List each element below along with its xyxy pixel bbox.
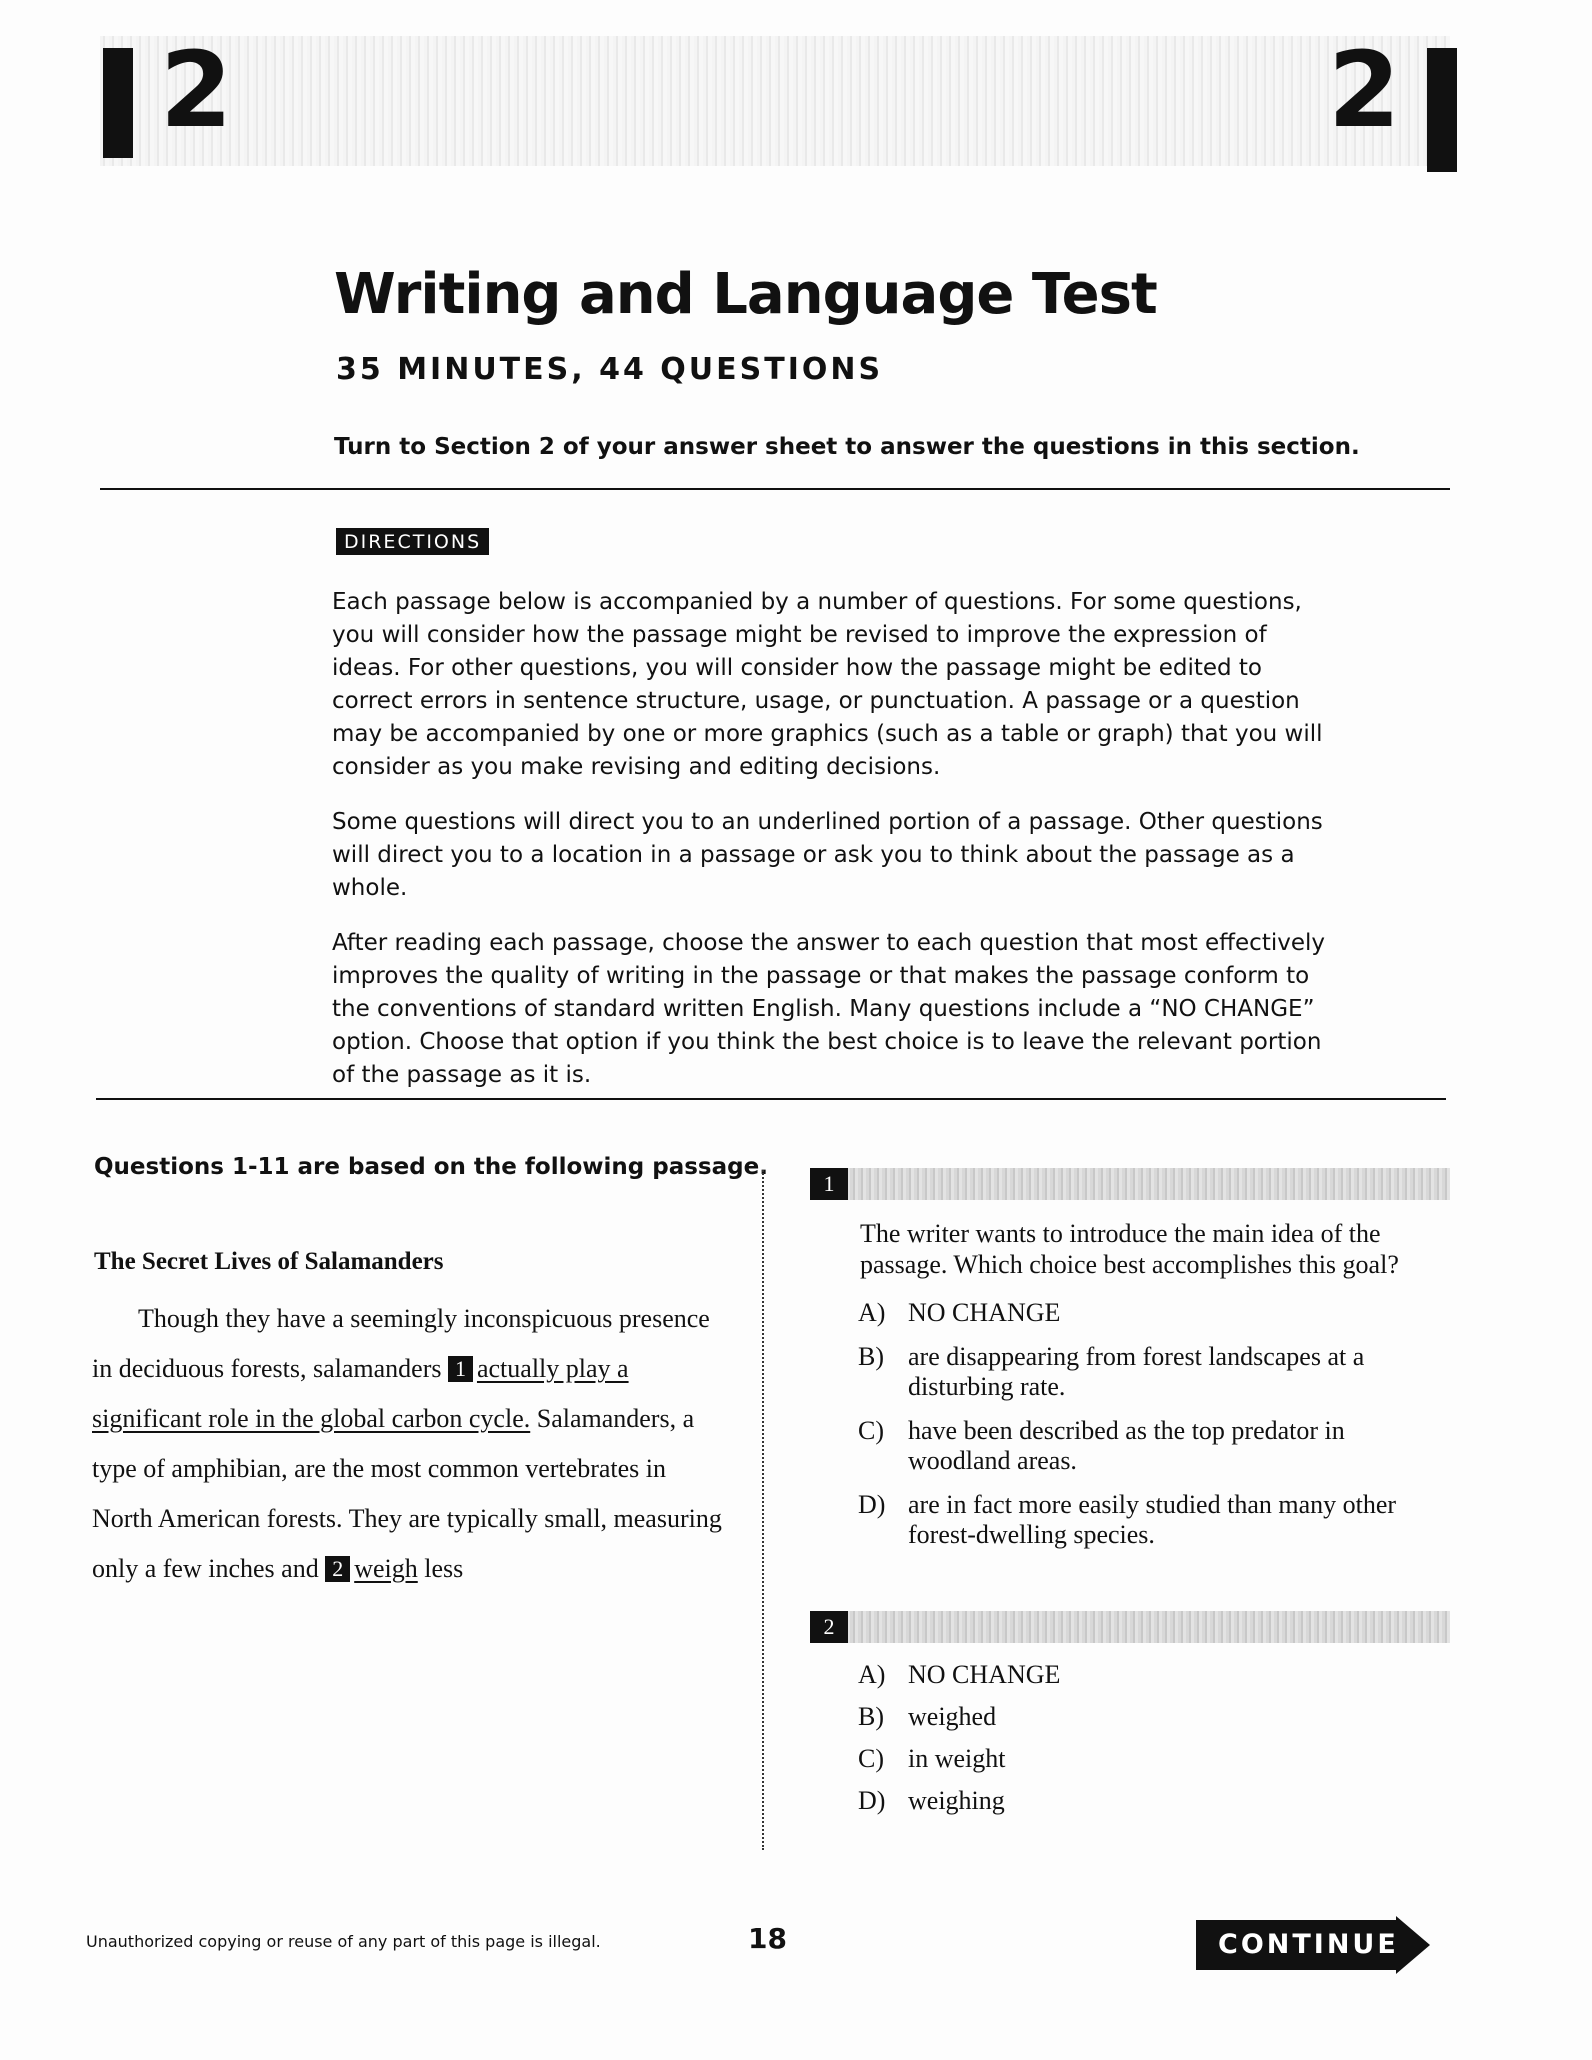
answer-option[interactable] bbox=[858, 1744, 1428, 1774]
question-header-1 bbox=[810, 1168, 1450, 1200]
answer-option[interactable] bbox=[858, 1490, 1428, 1550]
option-letter: A) bbox=[858, 1660, 886, 1689]
option-letter: D) bbox=[858, 1786, 886, 1815]
question-marker-2[interactable]: 2 bbox=[325, 1556, 350, 1582]
answer-option[interactable] bbox=[858, 1660, 1428, 1690]
option-text: in weight bbox=[908, 1744, 1006, 1773]
section-marker-bar-right bbox=[1427, 48, 1457, 172]
option-text: NO CHANGE bbox=[908, 1660, 1061, 1689]
option-text: are disappearing from forest landscapes at a disturbing rate. bbox=[908, 1342, 1365, 1401]
answer-options-2 bbox=[858, 1660, 1428, 1828]
answer-option[interactable] bbox=[858, 1342, 1428, 1402]
continue-button[interactable]: CONTINUE bbox=[1196, 1920, 1396, 1970]
option-letter: C) bbox=[858, 1416, 884, 1445]
section-number-right: 2 bbox=[1328, 29, 1401, 151]
answer-option[interactable] bbox=[858, 1702, 1428, 1732]
divider-top bbox=[100, 488, 1450, 490]
passage-title: The Secret Lives of Salamanders bbox=[94, 1248, 444, 1275]
arrow-right-icon bbox=[1396, 1916, 1430, 1974]
option-letter: B) bbox=[858, 1342, 884, 1371]
page-number: 18 bbox=[748, 1922, 787, 1955]
directions-paragraph: After reading each passage, choose the answer to each question that most effectively improves the quality of writing in the passage or that makes the passage conform to the conventions of standard written English. Many questions include a “NO CHANGE” option. Choose that option if you think the best choice is to leave the relevant portion of the passage as it is. bbox=[332, 930, 1325, 1088]
directions-paragraph: Each passage below is accompanied by a number of questions. For some questions, you will consider how the passage might be revised to improve the expression of ideas. For other questions, you will consider how the passage might be edited to correct errors in sentence structure, usage, or punctuation. A passage or a question may be accompanied by one or more graphics (such as a table or graph) that you will consider as you make revising and editing decisions. bbox=[332, 589, 1323, 780]
answer-option[interactable] bbox=[858, 1416, 1428, 1476]
section-marker-bar-left bbox=[103, 48, 133, 158]
underlined-portion-2[interactable]: weigh bbox=[354, 1554, 418, 1583]
question-marker-1[interactable]: 1 bbox=[448, 1356, 473, 1382]
page-title: Writing and Language Test bbox=[334, 262, 1157, 327]
answer-options-1 bbox=[858, 1298, 1428, 1564]
section-header-band bbox=[100, 29, 1450, 166]
page-subtitle: 35 MINUTES, 44 QUESTIONS bbox=[336, 352, 884, 387]
option-letter: D) bbox=[858, 1490, 886, 1519]
option-letter: B) bbox=[858, 1702, 884, 1731]
answer-option[interactable] bbox=[858, 1298, 1428, 1328]
directions-text bbox=[332, 586, 1342, 1114]
option-letter: A) bbox=[858, 1298, 886, 1327]
passage-segment: less bbox=[417, 1554, 464, 1583]
passage-segment: Though they have a seemingly inconspicuous presence in deciduous forests, salamanders bbox=[92, 1304, 710, 1383]
section-number-left: 2 bbox=[160, 29, 233, 151]
directions-label: DIRECTIONS bbox=[336, 528, 489, 555]
option-text: weighing bbox=[908, 1786, 1005, 1815]
option-text: have been described as the top predator in woodland areas. bbox=[908, 1416, 1345, 1475]
answer-option[interactable] bbox=[858, 1786, 1428, 1816]
directions-paragraph: Some questions will direct you to an underlined portion of a passage. Other questions will direct you to a location in a passage or ask you to think about the passage as a whole. bbox=[332, 809, 1323, 901]
copyright-notice: Unauthorized copying or reuse of any part of this page is illegal. bbox=[86, 1932, 601, 1951]
question-stem-1: The writer wants to introduce the main idea of the passage. Which choice best accomplishes this goal? bbox=[860, 1219, 1399, 1279]
question-number-1: 1 bbox=[810, 1168, 848, 1200]
option-text: weighed bbox=[908, 1702, 997, 1731]
passage-intro: Questions 1-11 are based on the following passage. bbox=[94, 1154, 768, 1180]
section-instruction: Turn to Section 2 of your answer sheet to answer the questions in this section. bbox=[334, 434, 1360, 460]
question-header-2 bbox=[810, 1611, 1450, 1643]
question-number-2: 2 bbox=[810, 1611, 848, 1643]
option-text: NO CHANGE bbox=[908, 1298, 1061, 1327]
underlined-portion-1[interactable]: actually play a significant role in the global carbon cycle. bbox=[92, 1354, 629, 1433]
option-text: are in fact more easily studied than many other forest-dwelling species. bbox=[908, 1490, 1397, 1549]
divider-bottom bbox=[96, 1098, 1446, 1100]
option-letter: C) bbox=[858, 1744, 884, 1773]
passage-text bbox=[92, 1294, 732, 1594]
column-divider bbox=[762, 1170, 764, 1850]
passage-segment: Salamanders, a type of amphibian, are the most common vertebrates in North American forests. They are typically small, measuring only a few inches and bbox=[92, 1404, 722, 1583]
